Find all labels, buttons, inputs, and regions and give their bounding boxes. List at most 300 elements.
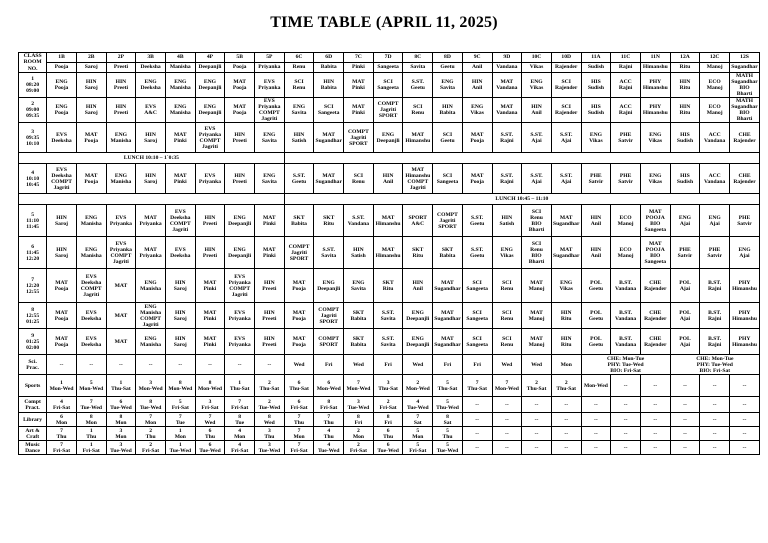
activity-row (19, 441, 760, 455)
period-subject: ACC Rajni (611, 73, 641, 98)
class-teacher: Sudish (581, 63, 611, 73)
activity-slot: 4 Fri-Sat (47, 397, 77, 413)
period-subject: MAT Pooja (47, 269, 77, 303)
sci-prac-day: Fri (314, 355, 344, 375)
class-teacher: Manisha (165, 63, 195, 73)
class-teacher: Deepanjli (195, 63, 225, 73)
activity-slot: 4 Tue-Wed (314, 441, 344, 455)
period-subject: MAT Vandana (492, 98, 522, 123)
sci-prac-day: -- (106, 355, 136, 375)
period-subject: HIN Preeti (106, 98, 136, 123)
period-cell: 7 12:20 12:55 (19, 269, 47, 303)
period-subject: MAT Pooja (47, 303, 77, 329)
period-subject: ENG Vikas (581, 123, 611, 153)
period-subject: SCI Sangeeta (462, 329, 492, 355)
period-subject: EVS Deeksha COMPT Jagriti (165, 205, 195, 237)
period-subject: MATH Sugandhar BIO Bharti (731, 73, 758, 98)
period-subject: HIN Anil (373, 164, 403, 194)
period-subject: MAT POOJA BIO Sangeeta (640, 205, 670, 237)
period-subject: ECO Manoj (611, 237, 641, 269)
period-subject: POL Geetu (581, 303, 611, 329)
period-subject: SCI Renu (492, 269, 522, 303)
period-subject: SKT Babita (344, 303, 374, 329)
blank-cell (19, 194, 285, 205)
activity-row (19, 397, 760, 413)
period-subject: EVS Priyanka (225, 303, 255, 329)
period-subject: PHY Himanshu (640, 98, 670, 123)
period-subject: S.ST. Ajai (551, 164, 581, 194)
timetable (18, 52, 760, 455)
period-subject: ENG Deeksha (136, 73, 166, 98)
activity-slot: -- (670, 441, 700, 455)
period-subject: ENG Savita (433, 73, 463, 98)
period-subject: HIN Babita (314, 73, 344, 98)
period-subject: B.ST. Rajni (700, 329, 730, 355)
class-teacher: Anil (462, 63, 492, 73)
activity-slot: 1 Thu (76, 427, 106, 441)
period-subject: ENG Manisha (106, 164, 136, 194)
period-subject: HIS Sudish (670, 123, 700, 153)
activity-slot: 7 Sat (403, 413, 433, 427)
period-subject: ENG Manisha (76, 237, 106, 269)
class-teacher: Babita (314, 63, 344, 73)
period-subject: HIN Saroj (76, 98, 106, 123)
header-row (19, 53, 760, 63)
sci-prac-day: Wed (284, 355, 314, 375)
period-subject: S.ST. Savita (373, 329, 403, 355)
period-subject: MAT Priyanka (136, 237, 166, 269)
table-row (19, 73, 760, 98)
period-subject: EVS Priyanka COMPT Jagriti (195, 123, 225, 153)
header-class: 3B (136, 53, 166, 63)
header-class: 8C (403, 53, 433, 63)
activity-slot: 2 Thu (136, 427, 166, 441)
activity-slot: -- (551, 397, 581, 413)
activity-slot: 7 Thu (314, 413, 344, 427)
period-subject: ECO Manoj (611, 205, 641, 237)
period-subject: HIN Satish (284, 123, 314, 153)
period-subject: CHE Rajender (640, 329, 670, 355)
activity-slot: 2 Mon (344, 427, 374, 441)
sci-prac-note: CHE: Mon-Tue PHY: Tue-Wed BIO: Fri-Sat (581, 355, 670, 375)
period-subject: ECO Manoj (700, 73, 730, 98)
period-subject: EVS Priyanka COMPT Jagriti (225, 269, 255, 303)
period-subject: HIN Ritu (670, 73, 700, 98)
period-subject: ENG Manisha (136, 329, 166, 355)
activity-slot: 6 Tue-Wed (106, 397, 136, 413)
period-subject: MAT Pinki (165, 164, 195, 194)
period-subject: ENG Manisha (106, 123, 136, 153)
period-subject: SCI Sangeeta (462, 303, 492, 329)
period-subject: ENG Deepanjli (195, 98, 225, 123)
activity-slot: 2 Thu-Sat (551, 375, 581, 397)
header-class: 12A (670, 53, 700, 63)
period-subject: ENG Deepanjli (225, 205, 255, 237)
period-subject: HIN Anil (581, 237, 611, 269)
period-subject: B.ST. Rajni (700, 303, 730, 329)
period-subject: ENG Vikas (522, 73, 552, 98)
activity-slot: -- (522, 397, 552, 413)
class-teacher: Rajender (551, 63, 581, 73)
activity-slot: -- (670, 375, 700, 397)
period-cell: 6 11:45 12:20 (19, 237, 47, 269)
activity-label: Music Dance (19, 441, 47, 455)
period-subject: MAT (106, 303, 136, 329)
period-subject: POL Geetu (581, 329, 611, 355)
header-class: 10D (551, 53, 581, 63)
period-subject: HIN Anil (462, 73, 492, 98)
activity-slot: 1 Thu-Sat (106, 375, 136, 397)
period-subject: MAT POOJA BIO Sangeeta (640, 237, 670, 269)
period-subject: MAT Sugandhar (551, 205, 581, 237)
class-teacher: Himanshu (640, 63, 670, 73)
period-subject: SCI Renu BIO Bharti (522, 237, 552, 269)
period-subject: MAT Sugandhar (433, 269, 463, 303)
activity-slot: 3 Fri-Sat (195, 397, 225, 413)
period-subject: B.ST. Vandana (611, 303, 641, 329)
activity-slot: 6 Thu-Sat (284, 375, 314, 397)
period-subject: MAT Sugandhar (551, 237, 581, 269)
activity-slot: 7 Thu-Sat (462, 375, 492, 397)
period-subject: MAT (106, 269, 136, 303)
sci-prac-day: Wed (403, 355, 433, 375)
period-subject: MAT (106, 329, 136, 355)
activity-slot: -- (700, 427, 730, 441)
class-teacher: Deeksha (136, 63, 166, 73)
activity-slot: 6 Fri-Sat (284, 397, 314, 413)
period-subject: MAT Pooja (76, 123, 106, 153)
class-teacher: Vikas (522, 63, 552, 73)
period-subject: HIN Saroj (47, 205, 77, 237)
period-subject: MAT Priyanka (136, 205, 166, 237)
activity-slot: 3 Tue-Wed (106, 441, 136, 455)
period-subject: ENG Deepanjli (373, 123, 403, 153)
period-subject: PHE Satvir (611, 164, 641, 194)
period-subject: EVS Deeksha COMPT Jagriti (76, 269, 106, 303)
period-subject: MAT Pooja (462, 123, 492, 153)
header-class-room: CLASS ROOM NO. (19, 53, 47, 73)
period-subject: ENG Ajai (730, 237, 760, 269)
activity-slot: 5 Fri-Sat (165, 397, 195, 413)
period-subject: EVS A&C (136, 98, 166, 123)
period-subject: HIN Anil (581, 205, 611, 237)
activity-slot: -- (492, 427, 522, 441)
activity-slot: -- (462, 427, 492, 441)
period-subject: ENG Savita (255, 164, 285, 194)
period-subject: CHE Rajender (640, 269, 670, 303)
table-row (19, 205, 760, 237)
activity-slot: -- (581, 413, 611, 427)
activity-row (19, 413, 760, 427)
activity-slot: 2 Fri-Sat (136, 441, 166, 455)
activity-slot: -- (640, 441, 670, 455)
period-subject: ENG Vikas (462, 98, 492, 123)
activity-slot: 2 Mon-Wed (403, 375, 433, 397)
period-subject: MAT Sugandhar (314, 123, 344, 153)
period-subject: MAT Pinki (344, 98, 374, 123)
period-subject: MAT Pinki (255, 237, 285, 269)
activity-slot: 7 Thu (47, 427, 77, 441)
sci-prac-day: -- (47, 355, 77, 375)
period-subject: HIN Saroj (76, 73, 106, 98)
activity-slot: -- (581, 441, 611, 455)
activity-slot: -- (492, 397, 522, 413)
period-subject: ACC Vandana (700, 123, 730, 153)
period-subject: MAT Manoj (522, 269, 552, 303)
activity-slot: -- (492, 413, 522, 427)
activity-slot: 7 Tue-Wed (76, 397, 106, 413)
period-subject: MAT Pooja (76, 164, 106, 194)
activity-slot: -- (611, 441, 641, 455)
activity-slot: 1 Mon (165, 427, 195, 441)
period-subject: HIS Sudish (581, 98, 611, 123)
sci-prac-row (19, 355, 760, 375)
sci-prac-day: Wed (344, 355, 374, 375)
activity-slot: 7 Mon (284, 427, 314, 441)
sci-prac-day: -- (225, 355, 255, 375)
activity-slot: 8 Fri (344, 413, 374, 427)
header-class: 10C (522, 53, 552, 63)
blank-cell (284, 153, 759, 164)
period-subject: EVS Deeksha (76, 329, 106, 355)
period-subject: MAT Pooja (225, 73, 255, 98)
activity-slot: -- (730, 375, 760, 397)
sci-prac-day: -- (165, 355, 195, 375)
period-subject: MAT Himanshu (373, 205, 403, 237)
period-subject: S.ST. Geetu (462, 237, 492, 269)
activity-slot: 6 Thu (373, 427, 403, 441)
period-subject: HIN Preeti (225, 123, 255, 153)
class-teacher: Rajni (611, 63, 641, 73)
activity-slot: 7 Mon-Wed (344, 375, 374, 397)
period-subject: HIN Saroj (136, 164, 166, 194)
period-cell: 4 10:10 10:45 (19, 164, 47, 194)
period-subject: SCI Sangeeta (433, 164, 463, 194)
activity-slot: 5 Mon-Wed (76, 375, 106, 397)
sci-prac-day: Wed (522, 355, 552, 375)
activity-label: Art & Craft (19, 427, 47, 441)
period-subject: MAT Manoj (522, 303, 552, 329)
period-subject: COMPT Jagriti SPORT (284, 237, 314, 269)
activity-slot: 4 Thu (314, 427, 344, 441)
period-subject: CHE Rajender (730, 123, 760, 153)
activity-slot: 2 Fri-Sat (373, 397, 403, 413)
period-subject: SCI Geetu (433, 123, 463, 153)
period-subject: S.ST. Geetu (462, 205, 492, 237)
activity-slot: 4 Tue-Wed (403, 397, 433, 413)
header-class: 11A (581, 53, 611, 63)
activity-row (19, 427, 760, 441)
activity-slot: 3 Tue-Wed (255, 441, 285, 455)
period-subject: SKT Babita (284, 205, 314, 237)
period-subject: ENG Vikas (551, 269, 581, 303)
activity-slot: 8 Fri-Sat (314, 397, 344, 413)
period-subject: HIN Preeti (195, 205, 225, 237)
period-subject: SPORT A&C (403, 205, 433, 237)
lunch-row (19, 194, 760, 205)
activity-slot: -- (730, 441, 760, 455)
period-subject: HIN Preeti (255, 269, 285, 303)
class-teacher: Pooja (47, 63, 77, 73)
period-subject: ENG Deepanjli (403, 303, 433, 329)
header-class: 7C (344, 53, 374, 63)
period-subject: PHY Himanshu (730, 303, 760, 329)
activity-slot: 8 Mon-Wed (165, 375, 195, 397)
period-subject: SKT Babita (344, 329, 374, 355)
period-subject: POL Ajai (670, 303, 700, 329)
period-subject: MAT Pinki (255, 205, 285, 237)
activity-slot: -- (581, 427, 611, 441)
header-class: 9D (492, 53, 522, 63)
period-subject: ENG Pooja (47, 98, 77, 123)
activity-slot: -- (522, 427, 552, 441)
header-class: 5P (255, 53, 285, 63)
sci-prac-day: -- (195, 355, 225, 375)
period-subject: HIN Saroj (165, 303, 195, 329)
header-class: 12S (730, 53, 760, 63)
header-class: 6C (284, 53, 314, 63)
activity-slot: 8 Mon (76, 413, 106, 427)
activity-slot: -- (640, 427, 670, 441)
period-subject: SCI Renu (284, 73, 314, 98)
period-subject: ENG Deepanjli (225, 237, 255, 269)
period-subject: COMPT Jagriti SPORT (314, 303, 344, 329)
period-subject: MAT Himanshu (373, 237, 403, 269)
sci-prac-day: Wed (492, 355, 522, 375)
period-subject: MAT Vandana (492, 73, 522, 98)
class-teacher: Sangeeta (373, 63, 403, 73)
activity-slot: 1 Thu-Sat (225, 375, 255, 397)
period-subject: S.ST. Savita (314, 237, 344, 269)
period-subject: HIN Satish (344, 237, 374, 269)
period-subject: EVS Deeksha (165, 237, 195, 269)
period-cell: 1 08:20 09:00 (19, 73, 47, 98)
activity-slot: 8 Tue (225, 413, 255, 427)
activity-slot: 8 Fri (373, 413, 403, 427)
period-subject: PHY Himanshu (730, 329, 760, 355)
header-class: 1B (47, 53, 77, 63)
activity-slot: -- (462, 441, 492, 455)
period-subject: SCI Sangeeta (462, 269, 492, 303)
period-subject: HIN Preeti (225, 164, 255, 194)
period-subject: COMPT SPORT (314, 329, 344, 355)
period-subject: HIN Preeti (255, 329, 285, 355)
period-subject: ENG Manisha (136, 269, 166, 303)
period-subject: HIN Babita (433, 98, 463, 123)
sci-prac-day: -- (255, 355, 285, 375)
activity-slot: 8 Sat (433, 413, 463, 427)
period-subject: ENG Vikas (640, 164, 670, 194)
activity-slot: 7 Fri-Sat (47, 441, 77, 455)
period-subject: HIN Saroj (47, 237, 77, 269)
activity-label: Compt Pract. (19, 397, 47, 413)
activity-slot: 1 Fri-Sat (76, 441, 106, 455)
period-subject: MATH Sugandhar BIO Bharti (731, 98, 758, 123)
period-subject: ENG Vikas (492, 237, 522, 269)
period-subject: MAT Himanshu COMPT Jagriti (403, 164, 433, 194)
period-subject: S.ST. Geetu (284, 164, 314, 194)
activity-slot: 3 Mon-Wed (136, 375, 166, 397)
activity-label: Sports (19, 375, 47, 397)
period-subject: HIN Preeti (255, 303, 285, 329)
activity-slot: -- (611, 427, 641, 441)
lunch-row (19, 153, 760, 164)
activity-slot: 2 Thu-Sat (255, 375, 285, 397)
activity-slot: -- (462, 413, 492, 427)
sci-prac-day: -- (136, 355, 166, 375)
activity-slot: -- (700, 413, 730, 427)
period-subject: PHE Satvir (581, 164, 611, 194)
period-subject: MAT Pooja (284, 303, 314, 329)
activity-slot: 2 Thu-Sat (522, 375, 552, 397)
class-teacher: Vandana (492, 63, 522, 73)
activity-slot: 6 Tue-Wed (373, 441, 403, 455)
period-subject: HIN Saroj (165, 269, 195, 303)
period-cell: 8 12:55 01:25 (19, 303, 47, 329)
activity-slot: -- (700, 441, 730, 455)
period-subject: EVS Deeksha (47, 123, 77, 153)
period-cell: 3 09:35 10:10 (19, 123, 47, 153)
class-teacher: Pinki (344, 63, 374, 73)
activity-slot: 5 Thu (433, 427, 463, 441)
period-subject: EVS Priyanka (225, 329, 255, 355)
period-subject: ENG Manisha COMPT Jagriti (136, 303, 166, 329)
period-subject: S.ST. Geetu (403, 73, 433, 98)
class-teacher: Ritu (670, 63, 700, 73)
activity-slot: -- (640, 397, 670, 413)
activity-slot: 7 Tue (165, 413, 195, 427)
activity-slot: 6 Tue-Wed (195, 441, 225, 455)
period-subject: S.ST. Ajai (522, 123, 552, 153)
period-subject: PHE Satvir (700, 237, 730, 269)
activity-slot: -- (522, 441, 552, 455)
period-subject: SCI Rajender (551, 98, 581, 123)
sci-prac-label: Sci. Prac. (19, 355, 47, 375)
period-subject: HIN Satish (492, 205, 522, 237)
period-subject: MAT Pinki (165, 123, 195, 153)
period-subject: MAT Pinki (195, 269, 225, 303)
period-subject: ENG Savita (344, 269, 374, 303)
period-subject: POL Ajai (670, 329, 700, 355)
period-subject: S.ST. Ajai (522, 164, 552, 194)
header-class: 11N (640, 53, 670, 63)
activity-slot: 5 Thu-Wed (433, 397, 463, 413)
period-subject: MAT Pinki (344, 73, 374, 98)
class-teacher: Renu (284, 63, 314, 73)
period-subject: CHE Rajender (730, 164, 760, 194)
class-teacher: Priyanka (255, 63, 285, 73)
period-subject: B.ST. Rajni (700, 269, 730, 303)
activity-slot: 5 Mon (403, 427, 433, 441)
class-teacher: Pooja (225, 63, 255, 73)
activity-slot: -- (730, 413, 760, 427)
sci-prac-note: CHE: Mon-Tue PHY: Tue-Wed BIO: Fri-Sat (670, 355, 759, 375)
period-subject: SCI Renu (492, 329, 522, 355)
period-subject: EVS Priyanka COMPT Jagriti (106, 237, 136, 269)
period-subject: SKT Babita (433, 237, 463, 269)
activity-slot: 6 Mon (47, 413, 77, 427)
activity-slot: 4 Mon (225, 427, 255, 441)
period-subject: ENG Deepanjli (314, 269, 344, 303)
activity-slot: -- (581, 397, 611, 413)
sci-prac-day: Fri (462, 355, 492, 375)
header-class: 8D (433, 53, 463, 63)
activity-slot: -- (551, 427, 581, 441)
period-subject: SCI Renu (344, 164, 374, 194)
period-subject: ENG Savita (255, 123, 285, 153)
period-subject: SCI Sangeeta (373, 73, 403, 98)
period-subject: ENG Savita (284, 98, 314, 123)
